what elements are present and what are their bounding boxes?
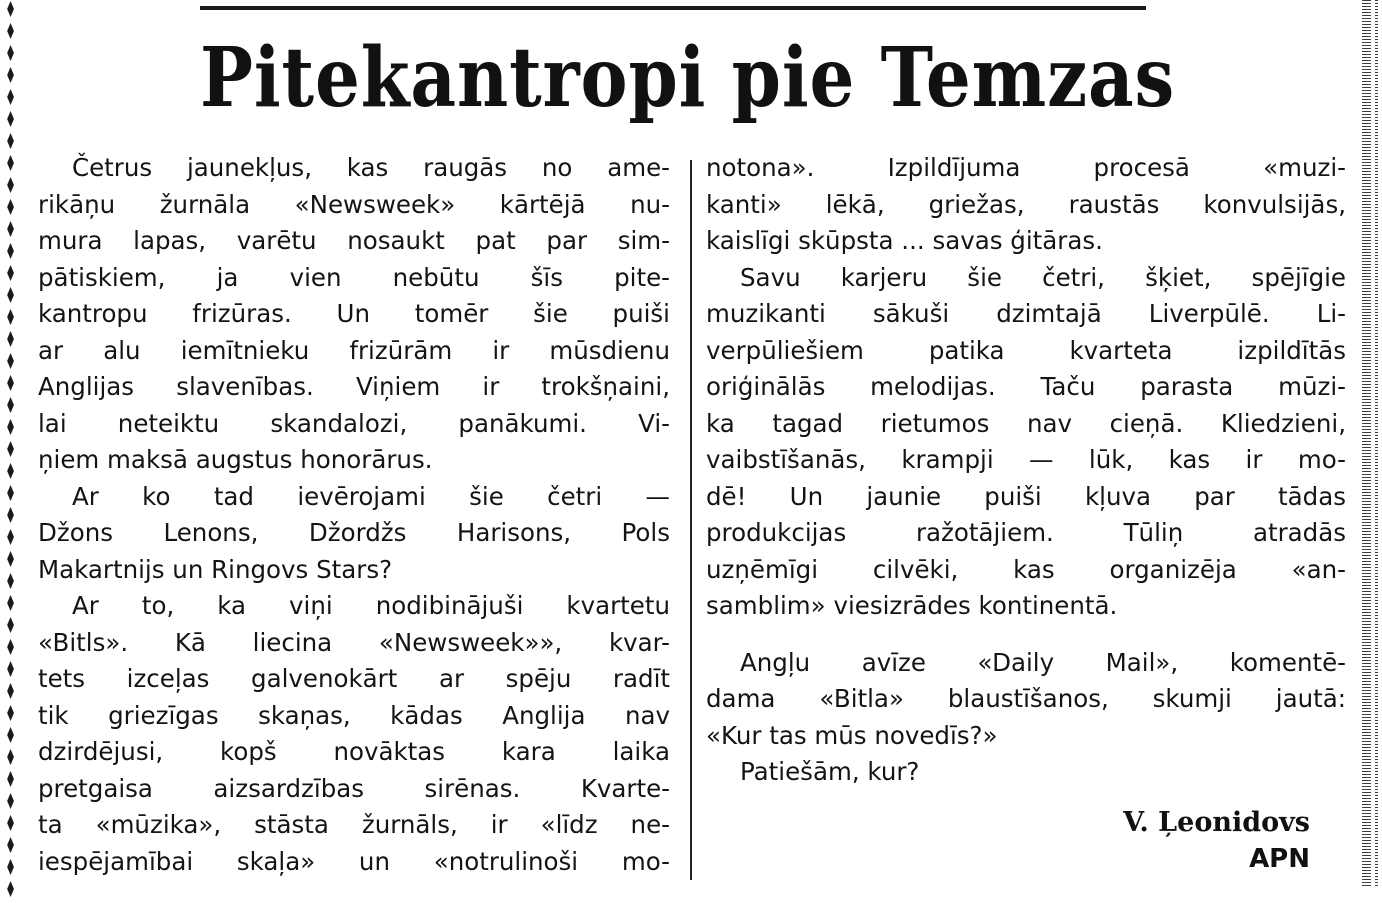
text-line: mura lapas, varētu nosaukt pat par sim- — [38, 226, 670, 255]
text-line: notona». Izpildījuma procesā «muzi- — [706, 153, 1346, 182]
text-line: iespējamībai skaļa» un «notrulinoši mo- — [38, 846, 670, 876]
right-border-gap — [1371, 0, 1375, 886]
right-decorative-border — [1362, 0, 1378, 886]
text-line: dama «Bitla» blaustīšanos, skumji jautā: — [706, 684, 1346, 713]
text-line: tets izceļas galvenokārt ar spēju radīt — [38, 664, 670, 693]
text-line: samblim» viesizrādes kontinentā. — [706, 591, 1118, 620]
text-line: «Bitls». Kā liecina «Newsweek»», kvar- — [38, 627, 670, 657]
text-line: rikāņu žurnāla «Newsweek» kārtējā nu- — [38, 189, 670, 219]
paragraph-gap — [706, 625, 1346, 645]
left-decorative-border: ♦ ♦ ♦ ♦ ♦ ♦ ♦ ♦ ♦ ♦ ♦ ♦ ♦ ♦ ♦ ♦ ♦ ♦ ♦ ♦ ♦ ♦ ♦ ♦ ♦ ♦ ♦ ♦ ♦ ♦ ♦ ♦ ♦ ♦ ♦ ♦ ♦ ♦ ♦ ♦ ♦ — [5, 0, 17, 903]
text-line: pretgaisa aizsardzības sirēnas. Kvarte- — [38, 773, 670, 803]
article-headline: Pitekantropi pie Temzas — [200, 30, 1176, 126]
text-line: Četrus jaunekļus, kas raugās no ame- — [72, 153, 670, 182]
text-line: Angļu avīze «Daily Mail», komentē- — [740, 647, 1346, 677]
column-divider — [690, 160, 692, 880]
text-line: tik griezīgas skaņas, kādas Anglija nav — [38, 700, 670, 730]
text-line: Savu karjeru šie četri, šķiet, spējīgie — [740, 262, 1346, 292]
text-line: ar alu iemītnieku frizūrām ir mūsdienu — [38, 335, 670, 365]
text-line: «Kur tas mūs novedīs?» — [706, 720, 998, 750]
text-line: verpūliešiem patika kvarteta izpildītās — [706, 335, 1346, 365]
article-column-right — [706, 150, 1346, 791]
news-agency: APN — [1249, 844, 1310, 874]
text-line: Makartnijs un Ringovs Stars? — [38, 554, 393, 584]
text-line: dē! Un jaunie puiši kļuva par tādas — [706, 481, 1346, 511]
text-line: produkcijas ražotājiem. Tūliņ atradās — [706, 518, 1346, 547]
article-column-left — [38, 150, 670, 880]
text-line: Džons Lenons, Džordžs Harisons, Pols — [38, 518, 670, 547]
text-line: pātiskiem, ja vien nebūtu šīs pite- — [38, 262, 670, 292]
text-line: uzņēmīgi cilvēki, kas organizēja «an- — [706, 554, 1346, 584]
text-line: vaibstīšanās, krampji — lūk, kas ir mo- — [706, 445, 1346, 474]
text-line: kantropu frizūras. Un tomēr šie puiši — [38, 299, 670, 328]
text-line: kaislīgi skūpsta ... savas ģitāras. — [706, 226, 1103, 255]
text-line: dzirdējusi, kopš novāktas kara laika — [38, 737, 670, 766]
text-line: kanti» lēkā, griežas, raustās konvulsijās, — [706, 189, 1346, 219]
text-line: oriģinālās melodijas. Taču parasta mūzi- — [706, 372, 1346, 401]
text-line: muzikanti sākuši dzimtajā Liverpūlē. Li- — [706, 299, 1346, 328]
text-line: ka tagad rietumos nav cieņā. Kliedzieni, — [706, 408, 1346, 438]
top-rule — [200, 6, 1146, 10]
text-line: Ar ko tad ievērojami šie četri — — [72, 481, 670, 511]
text-line: Patiešām, kur? — [740, 757, 920, 786]
text-line: Anglijas slavenības. Viņiem ir trokšņaini, — [38, 372, 670, 401]
text-line: ņiem maksā augstus honorārus. — [38, 445, 433, 474]
author-signature: V. Ļeonidovs — [1123, 807, 1310, 838]
text-line: ta «mūzika», stāsta žurnāls, ir «līdz ne- — [38, 810, 670, 839]
text-line: lai neteiktu skandalozi, panākumi. Vi- — [38, 408, 670, 438]
text-line: Ar to, ka viņi nodibinājuši kvartetu — [72, 591, 670, 620]
